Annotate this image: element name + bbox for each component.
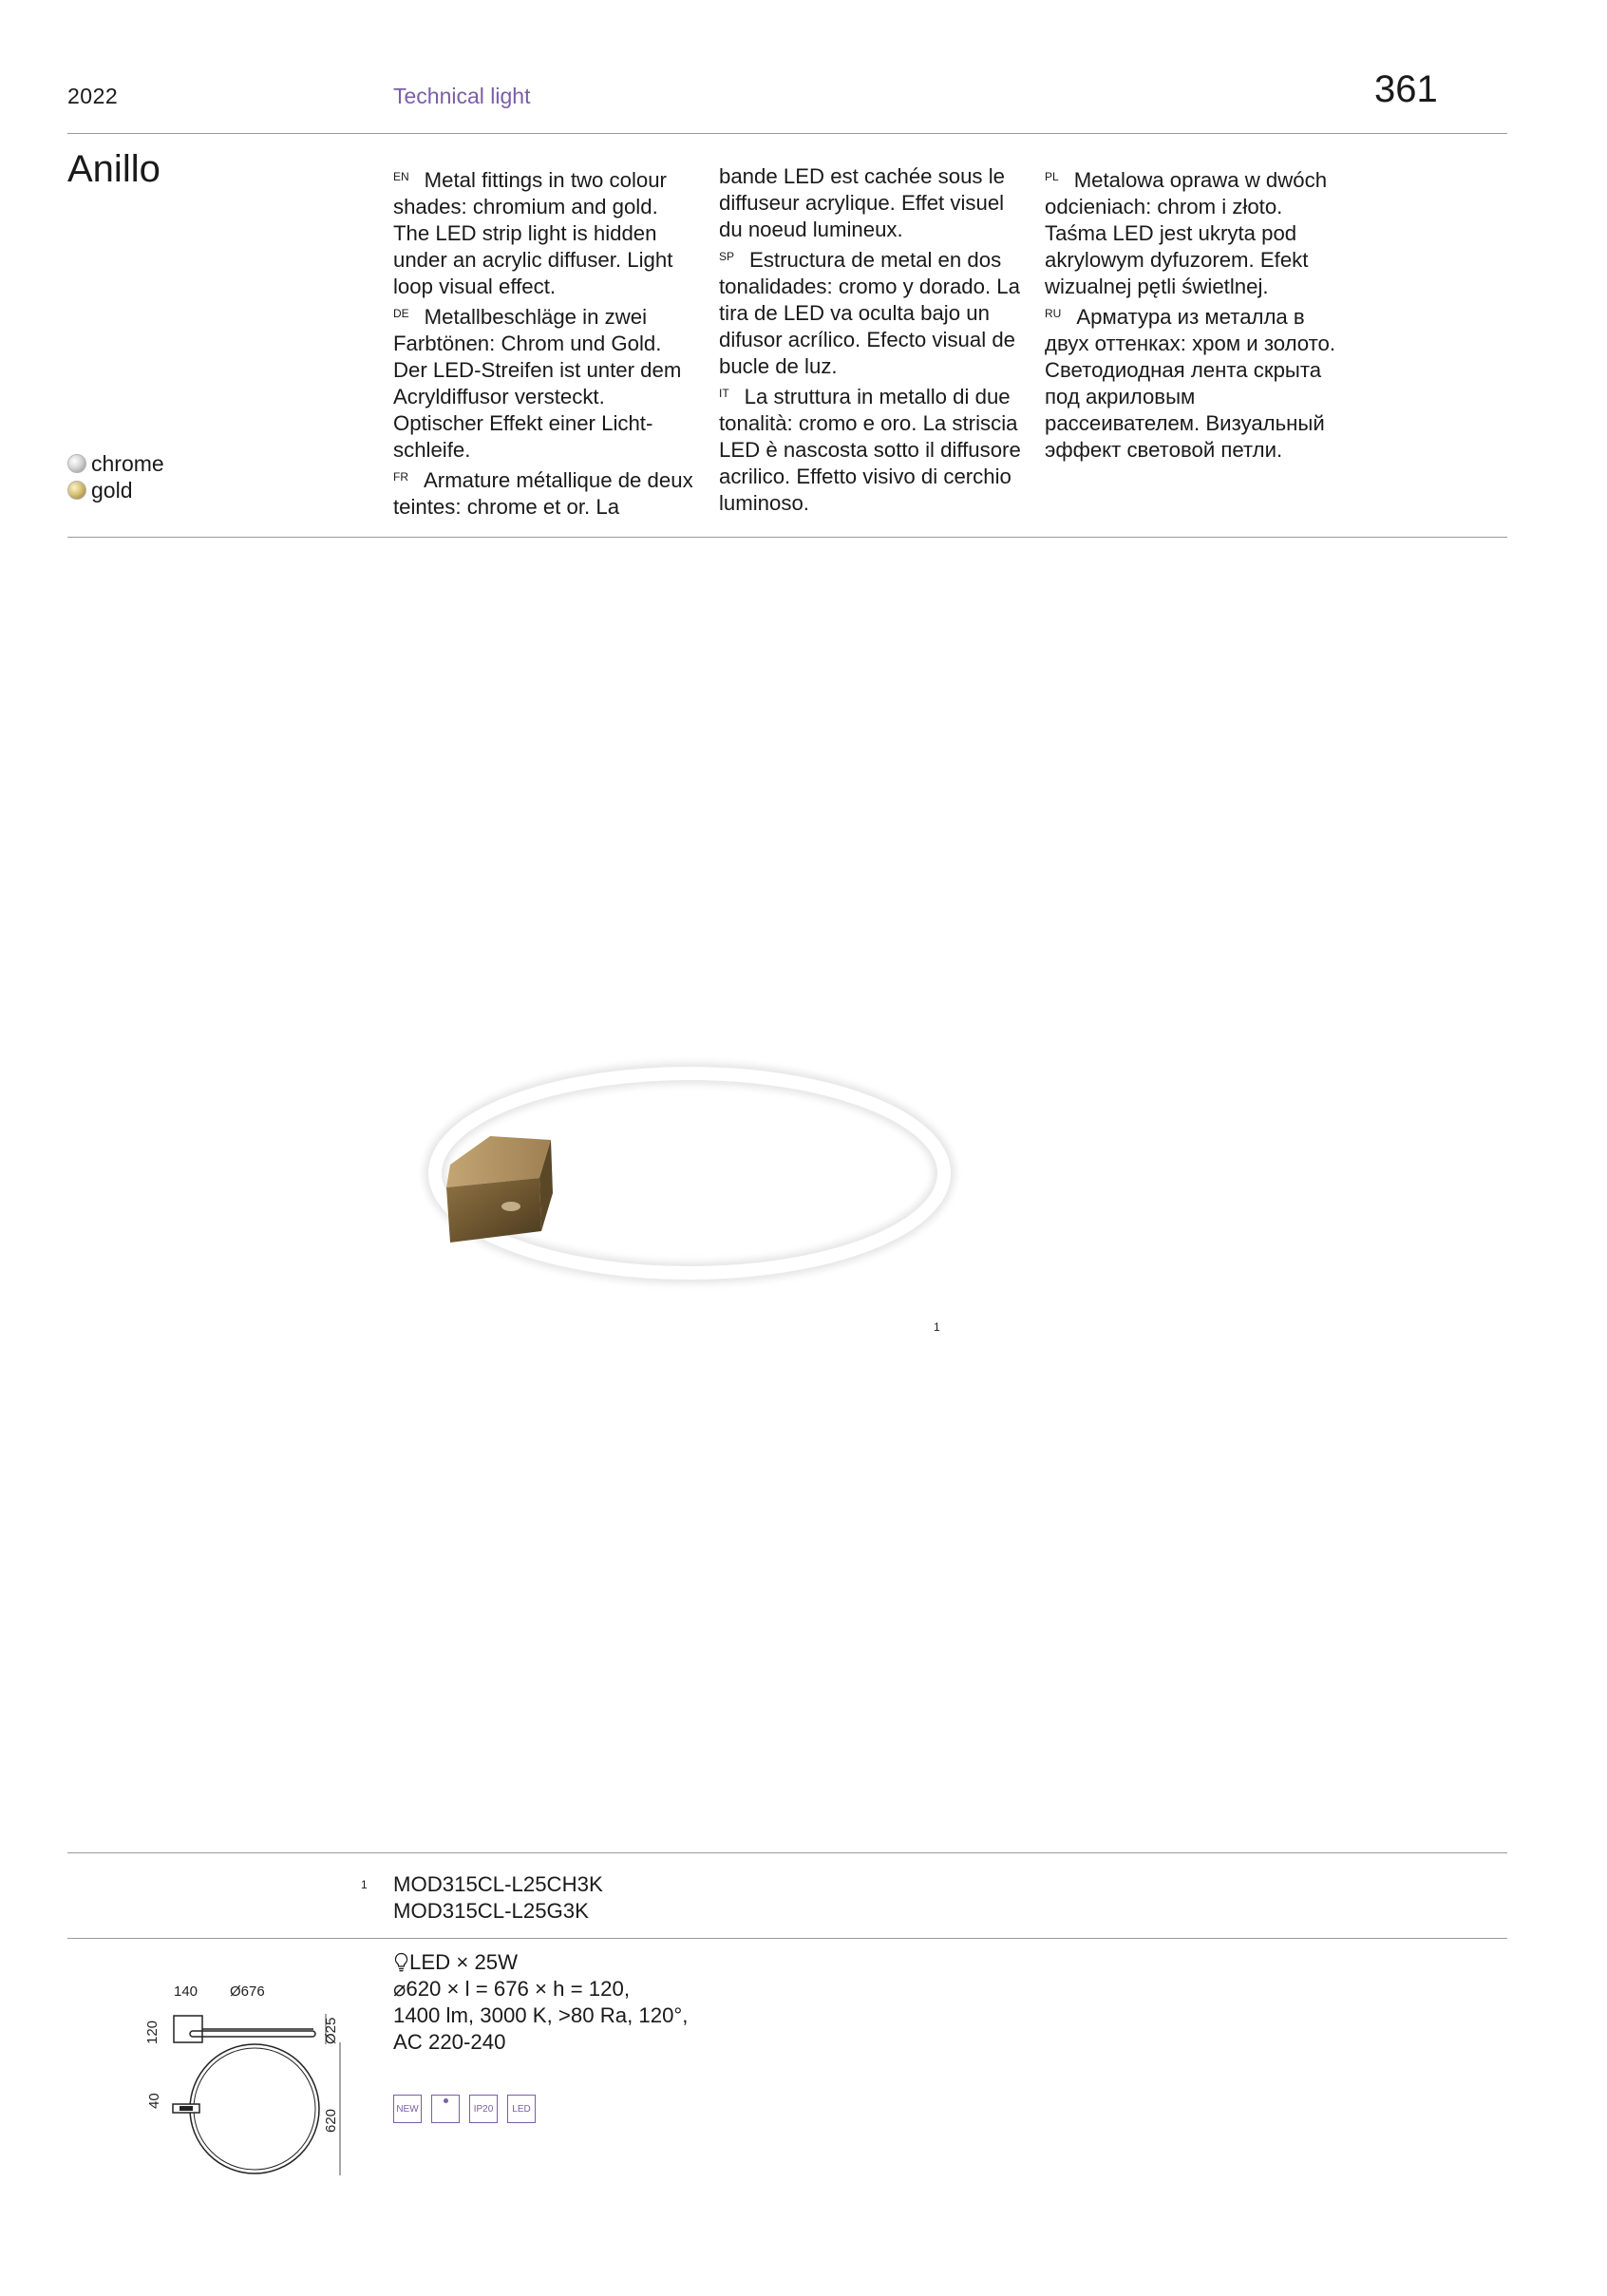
desc-text: Арматура из металла в двух оттенках: хром и золото. Светодиодная лента скрыта под акриловым рассеивателем. Визуальный эффект световой петли. — [1045, 305, 1336, 462]
desc-text: La struttura in metallo di due tonalità: cromo e oro. La striscia LED è nascosta sotto il diffusore acrilico. Effetto visivo di cerchio luminoso. — [719, 385, 1021, 515]
side-view-mount — [174, 2016, 202, 2042]
header-divider — [67, 133, 1507, 134]
desc-text: Metal fittings in two colour shades: chromium and gold. The LED strip light is hidden under an acrylic diffuser. Light loop visual effect. — [393, 168, 673, 298]
front-view-ring-outer — [190, 2044, 319, 2173]
section-title: Technical light — [393, 84, 531, 108]
lang-code: SP — [719, 250, 735, 263]
dim-140: 140 — [174, 1983, 199, 2000]
finish-list — [67, 450, 164, 503]
spec-line — [393, 1949, 688, 1976]
led-badge: LED — [507, 2095, 536, 2123]
desc-text: Armature métallique de deux teintes: chrome et or. La — [393, 468, 693, 519]
spec-line: 1400 lm, 3000 K, >80 Ra, 120°, — [393, 2003, 689, 2027]
finish-label: gold — [91, 478, 133, 503]
desc-paragraph — [393, 300, 697, 464]
lang-code: FR — [393, 470, 408, 484]
figure-number: 1 — [934, 1320, 940, 1334]
dim-25: Ø25 — [323, 2017, 339, 2044]
badge-row — [393, 2095, 536, 2123]
desc-paragraph — [393, 464, 697, 521]
product-title: Anillo — [67, 148, 161, 190]
article-code: MOD315CL-L25G3K — [393, 1899, 589, 1923]
ceiling-mount-badge-icon — [431, 2095, 460, 2123]
description-column-3 — [1045, 163, 1349, 464]
intro-divider — [67, 537, 1507, 538]
front-view-mount-detail — [180, 2106, 193, 2111]
lang-code: RU — [1045, 307, 1062, 320]
article-code: MOD315CL-L25CH3K — [393, 1872, 603, 1896]
description-column-1 — [393, 163, 697, 521]
lang-code: EN — [393, 170, 409, 183]
gold-swatch-icon — [67, 481, 86, 500]
lang-code: IT — [719, 387, 729, 400]
new-badge: NEW — [393, 2095, 422, 2123]
desc-text: Metalowa oprawa w dwóch odcieniach: chrom i złoto. Taśma LED jest ukryta pod akrylowym dyfuzorem. Efekt wizualnej pętli świetlnej. — [1045, 168, 1328, 298]
finish-gold — [67, 477, 164, 503]
side-view-ring — [190, 2031, 315, 2037]
spec-power: LED × 25W — [409, 1950, 519, 1974]
dim-40: 40 — [146, 2093, 162, 2109]
desc-paragraph — [719, 243, 1023, 380]
desc-paragraph — [1045, 300, 1349, 464]
desc-paragraph — [393, 163, 697, 300]
dim-676: Ø676 — [230, 1983, 265, 2000]
spec-line: AC 220-240 — [393, 2030, 506, 2054]
product-image — [408, 1045, 978, 1320]
article-codes — [393, 1871, 603, 1925]
article-ref: 1 — [361, 1878, 368, 1891]
dim-120: 120 — [144, 2020, 161, 2044]
desc-text: Metallbeschläge in zwei Farbtönen: Chrom und Gold. Der LED-Streifen ist unter dem Acryldiffusor versteckt. Optischer Effekt einer Licht-schleife. — [393, 305, 682, 462]
desc-text: bande LED est cachée sous le diffuseur acrylique. Effet visuel du noeud lumineux. — [719, 164, 1005, 241]
lang-code: DE — [393, 307, 409, 320]
description-column-2 — [719, 163, 1023, 517]
desc-text: Estructura de metal en dos tonalidades: cromo y dorado. La tira de LED va oculta bajo un difusor acrílico. Efecto visual de bucle de luz. — [719, 248, 1020, 378]
front-view-ring-inner — [194, 2048, 315, 2170]
mount-highlight — [501, 1202, 520, 1211]
article-divider-bottom — [67, 1938, 1507, 1939]
bulb-icon — [393, 1952, 409, 1972]
desc-paragraph — [1045, 163, 1349, 300]
spec-line: ⌀620 × l = 676 × h = 120, — [393, 1977, 630, 2001]
finish-label: chrome — [91, 451, 164, 476]
lang-code: PL — [1045, 170, 1059, 183]
page-number: 361 — [1374, 68, 1438, 110]
desc-paragraph — [719, 163, 1023, 243]
dim-620: 620 — [323, 2108, 339, 2133]
year-label: 2022 — [67, 84, 119, 108]
article-divider-top — [67, 1852, 1507, 1853]
chrome-swatch-icon — [67, 454, 86, 473]
ip20-badge: IP20 — [469, 2095, 498, 2123]
mount-front — [446, 1178, 541, 1243]
finish-chrome — [67, 450, 164, 477]
spec-block — [393, 1949, 688, 2056]
technical-drawing — [133, 1976, 361, 2194]
desc-paragraph — [719, 380, 1023, 517]
